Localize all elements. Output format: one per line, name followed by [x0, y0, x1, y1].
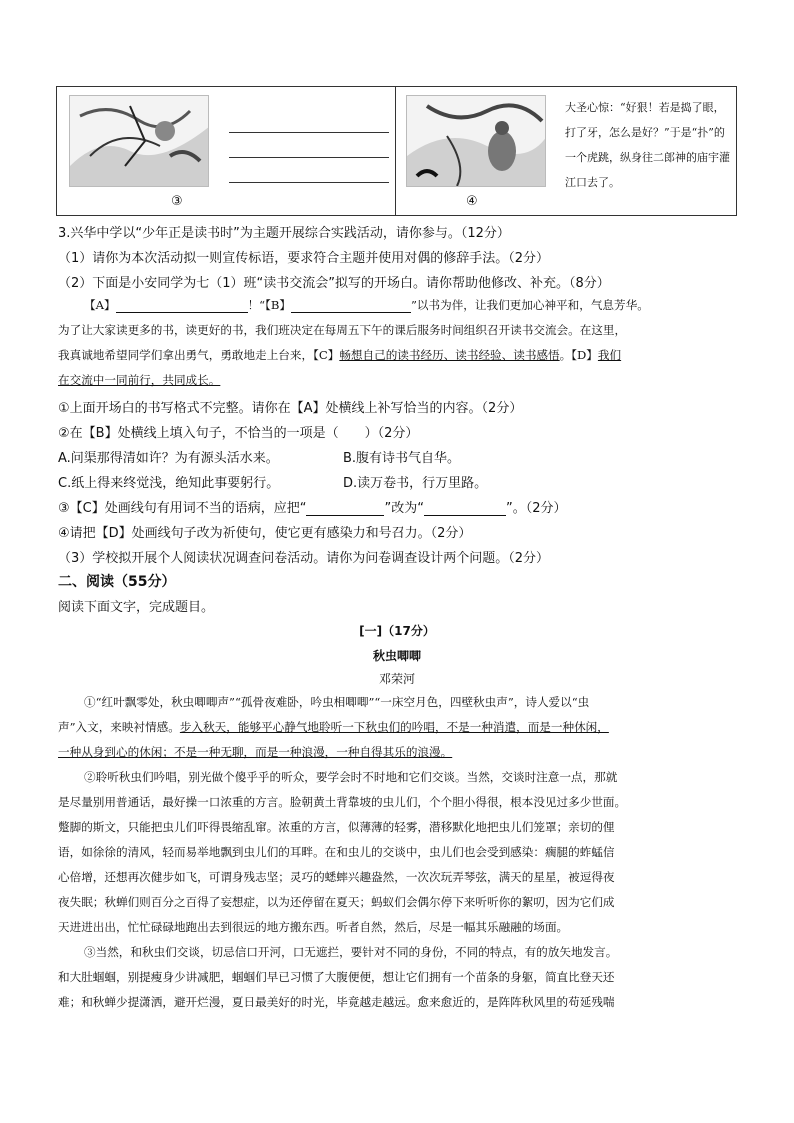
q3-part2: （2）下面是小安同学为七（1）班“读书交流会”拟写的开场白。请你帮助他修改、补充。（8分） — [58, 276, 610, 291]
q3-part1: （1）请你为本次活动拟一则宣传标语，要求符合主题并使用对偶的修辞手法。（2分） — [58, 251, 550, 266]
p3-line-1: ③当然，和秋虫们交谈，切忌信口开河，口无遮拦，要针对不同的身份，不同的特点，有的放矢地发言。 — [84, 945, 618, 959]
cell-4-quote: 大圣心惊：“好狠！若是捣了眼，打了牙，怎么是好？”于是“扑”的一个虎跳，纵身往二郎神的庙宇灌江口去了。 — [565, 101, 730, 189]
cell-3-label: ③ — [171, 194, 183, 209]
speech-d-label: 。【D】 — [559, 348, 598, 362]
blank-s3-2[interactable] — [424, 503, 506, 516]
p2-line-6: 夜失眠；秋蝉们则百分之百得了妄想症，以为还停留在夏天；蚂蚁们会偶尔停下来听听你的絮叨，因为它们成 — [58, 895, 615, 909]
p1-line-2 — [58, 719, 609, 735]
option-a[interactable]: A.问渠那得清如许？为有源头活水来。 — [58, 451, 279, 466]
answer-line-1[interactable] — [229, 132, 389, 133]
p2-line-4: 语，如徐徐的清风，轻而易举地飘到虫儿们的耳畔。在和虫儿的交谈中，虫儿们也会受到感染：瘸腿的蚱蜢信 — [58, 845, 615, 859]
underlined-c: 畅想自己的读书经历、读书经验、读书感悟 — [339, 348, 560, 362]
speech-a-label: 【A】 — [84, 298, 116, 312]
blank-b[interactable] — [291, 300, 411, 313]
p1-underlined: 步入秋天，能够平心静气地聆听一下秋虫们的吟唱，不是一种消遣，而是一种休闲， — [179, 720, 609, 734]
speech-line-2: 为了让大家读更多的书，读更好的书，我们班决定在每周五下午的课后服务时间组织召开读书交流会。在这里， — [58, 323, 627, 337]
option-d[interactable]: D.读万卷书，行万里路。 — [343, 476, 488, 491]
illustration-3 — [69, 95, 209, 187]
p3-line-2: 和大肚蝈蝈，别提瘦身少讲减肥，蝈蝈们早已习惯了大腹便便，想让它们拥有一个苗条的身躯，简直比登天还 — [58, 970, 615, 984]
p2-line-2: 是尽量别用普通话，最好操一口浓重的方言。脸朝黄土背靠坡的虫儿们，个个胆小得很，根本没见过多少世面。 — [58, 795, 627, 809]
part-1-label: [一]（17分） — [359, 624, 435, 638]
table-divider — [395, 87, 396, 215]
article-title: 秋虫唧唧 — [372, 649, 421, 663]
option-b[interactable]: B.腹有诗书气自华。 — [343, 451, 461, 466]
cell-4-label: ④ — [466, 194, 478, 209]
p1-line-3: 一种从身到心的休闲；不是一种无聊，而是一种浪漫，一种自得其乐的浪漫。 — [58, 745, 453, 759]
underlined-d-start: 我们 — [597, 348, 622, 362]
blank-a[interactable] — [116, 300, 248, 313]
answer-line-2[interactable] — [229, 157, 389, 158]
section-2-instruction: 阅读下面文字，完成题目。 — [58, 600, 215, 615]
subq-3 — [58, 497, 566, 516]
illustration-4 — [406, 95, 546, 187]
speech-line-4: 在交流中一同前行，共同成长。 — [58, 373, 221, 387]
subq-3-b: ”改为“ — [384, 501, 424, 516]
illustration-table — [56, 86, 737, 216]
answer-line-3[interactable] — [229, 182, 389, 183]
subq-2: ②在【B】处横线上填入句子，不恰当的一项是（ ）（2分） — [58, 426, 419, 441]
subq-1: ①上面开场白的书写格式不完整。请你在【A】处横线上补写恰当的内容。（2分） — [58, 401, 523, 416]
p2-line-1: ②聆听秋虫们吟唱，别光做个傻乎乎的听众，要学会时不时地和它们交谈。当然，交谈时注意一点，那就 — [84, 770, 618, 784]
speech-b-label: ！“【B】 — [247, 298, 291, 312]
p1-line-2-a: 声”入文，来映衬情感。 — [58, 720, 180, 734]
blank-s3-1[interactable] — [306, 503, 384, 516]
speech-line-3 — [58, 347, 621, 363]
p2-line-3: 蹩脚的斯文，只能把虫儿们吓得畏缩乱窜。浓重的方言，似薄薄的轻雾，潜移默化地把虫儿们笼罩；亲切的俚 — [58, 820, 615, 834]
article-author: 邓荣河 — [378, 672, 415, 686]
subq-4: ④请把【D】处画线句子改为祈使句，使它更有感染力和号召力。（2分） — [58, 526, 472, 541]
option-c[interactable]: C.纸上得来终觉浅，绝知此事要躬行。 — [58, 476, 280, 491]
q3-part3: （3）学校拟开展个人阅读状况调查问卷活动。请你为问卷调查设计两个问题。（2分） — [58, 551, 550, 566]
speech-c-label: 我真诚地希望同学们拿出勇气，勇敢地走上台来，【C】 — [58, 348, 340, 362]
subq-3-c: ”。（2分） — [505, 501, 567, 516]
p2-line-7: 天进进出出，忙忙碌碌地跑出去到很远的地方搬东西。听者自然，然后，尽是一幅其乐融融的场面。 — [58, 920, 569, 934]
q3-title: 3.兴华中学以“少年正是读书时”为主题开展综合实践活动，请你参与。（12分） — [58, 226, 510, 241]
p3-line-3: 难；和秋蝉少提潇洒，避开烂漫，夏日最美好的时光，毕竟越走越远。愈来愈近的，是阵阵秋风里的苟延残喘 — [58, 995, 615, 1009]
subq-3-a: ③【C】处画线句有用词不当的语病，应把“ — [58, 501, 307, 516]
speech-line-1-tail: ”以书为伴，让我们更加心神平和，气息芳华。 — [411, 298, 649, 312]
p1-line-1: ①“红叶飘零处，秋虫唧唧声”“孤骨夜难卧，吟虫相唧唧”“一床空月色，四壁秋虫声”，诗人爱以“虫 — [84, 695, 590, 709]
p2-line-5: 心倍增，还想再次健步如飞，可谓身残志坚；灵巧的蟋蟀兴趣盎然，一次次玩弄琴弦，满天的星星，被逗得夜 — [58, 870, 615, 884]
section-2-heading: 二、阅读（55分） — [58, 574, 176, 590]
speech-line-1 — [84, 297, 649, 313]
